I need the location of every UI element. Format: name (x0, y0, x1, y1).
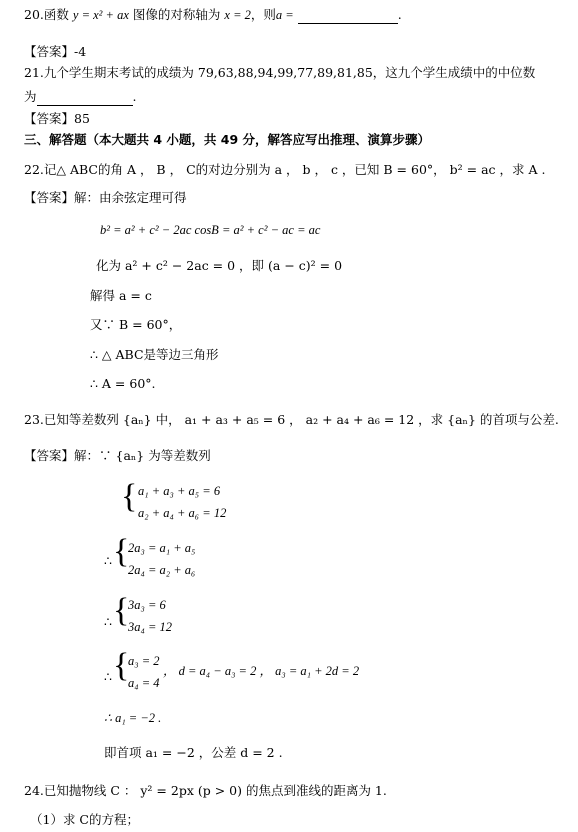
q22-step-6: ∴ A = 60°. (90, 376, 156, 391)
q20-answer: 【答案】-4 (24, 44, 87, 59)
answer-label: 【答案】 (24, 111, 75, 126)
q21-stem-line1: 21.九个学生期末考试的成绩为 79,63,88,94,99,77,89,81,85，这九个学生成绩中的中位数 (24, 65, 536, 80)
answer-label: 【答案】 (24, 448, 75, 463)
q20-number: 20. (24, 7, 44, 22)
q23-stem: 23.已知等差数列 {aₙ} 中， a₁ + a₃ + a₅ = 6 ， a₂ + a₄ + a₆ = 12 ，求 {aₙ} 的首项与公差. (24, 412, 559, 427)
q24-part-1: （1）求 C的方程； (30, 812, 139, 827)
brace-system-4: { (113, 647, 130, 684)
therefore-symbol: ∴ (104, 669, 112, 684)
q23-system3-row1: 3a₃ = 6 (128, 598, 166, 612)
q23-system2-row1: 2a₃ = a₁ + a₅ (128, 541, 196, 555)
q23-system1-row1: a₁ + a₃ + a₅ = 6 (138, 484, 221, 498)
q23-number: 23. (24, 412, 44, 427)
q20-stem: 20.函数 y = x² + ax 图像的对称轴为 x = 2，则a = . (24, 7, 402, 22)
q20-formula: y = x² + ax (72, 8, 129, 22)
q22-step-5: ∴ △ ABC是等边三角形 (90, 347, 219, 362)
q23-system4-tail: ， d = a₄ − a₃ = 2 ， a₃ = a₁ + 2d = 2 (163, 664, 360, 678)
q22-number: 22. (24, 162, 44, 177)
q20-answer-blank (298, 9, 398, 24)
therefore-symbol: ∴ (104, 553, 112, 568)
brace-system-3: { (113, 592, 130, 629)
q21-stem-line2: 为 . (24, 89, 137, 104)
therefore-symbol: ∴ (104, 614, 112, 629)
q22-stem: 22.记△ ABC的角 A ， B ， C的对边分别为 a ， b ， c ，已知 B = 60°， b² = ac ，求 A . (24, 162, 546, 177)
section-title: 三、解答题（本大题共 4 小题，共 49 分，解答应写出推理、演算步骤） (24, 132, 431, 147)
q23-system1-row2: a₂ + a₄ + a₆ = 12 (138, 506, 227, 520)
q21-number: 21. (24, 65, 44, 80)
q23-answer-intro: 【答案】解：∵ {aₙ} 为等差数列 (24, 448, 211, 463)
q24-number: 24. (24, 783, 44, 798)
q23-system4-row1: a₃ = 2 (128, 654, 160, 668)
brace-system-1: { (121, 478, 138, 515)
q22-step-3: 解得 a = c (90, 288, 152, 303)
q23-system2-row2: 2a₄ = a₂ + a₆ (128, 563, 196, 577)
q23-result-2: 即首项 a₁ = −2 ，公差 d = 2 . (104, 745, 283, 760)
brace-system-2: { (113, 533, 130, 570)
q23-system4-row2: a₄ = 4 (128, 676, 160, 690)
q22-step-4: 又∵ B = 60°， (90, 317, 182, 332)
q22-answer-intro: 【答案】解：由余弦定理可得 (24, 190, 187, 205)
q21-answer-blank (37, 91, 133, 106)
q21-answer: 【答案】85 (24, 111, 90, 126)
answer-label: 【答案】 (24, 190, 75, 205)
q22-step-2: 化为 a² + c² − 2ac = 0 ，即 (a − c)² = 0 (96, 258, 343, 273)
q23-result-1: ∴ a₁ = −2 . (104, 711, 162, 725)
answer-label: 【答案】 (24, 44, 75, 59)
q22-step-1: b² = a² + c² − 2ac cosB = a² + c² − ac = ac (100, 223, 321, 237)
q24-stem: 24.已知抛物线 C ： y² = 2px (p > 0) 的焦点到准线的距离为 1. (24, 783, 387, 798)
q23-system3-row2: 3a₄ = 12 (128, 620, 173, 634)
